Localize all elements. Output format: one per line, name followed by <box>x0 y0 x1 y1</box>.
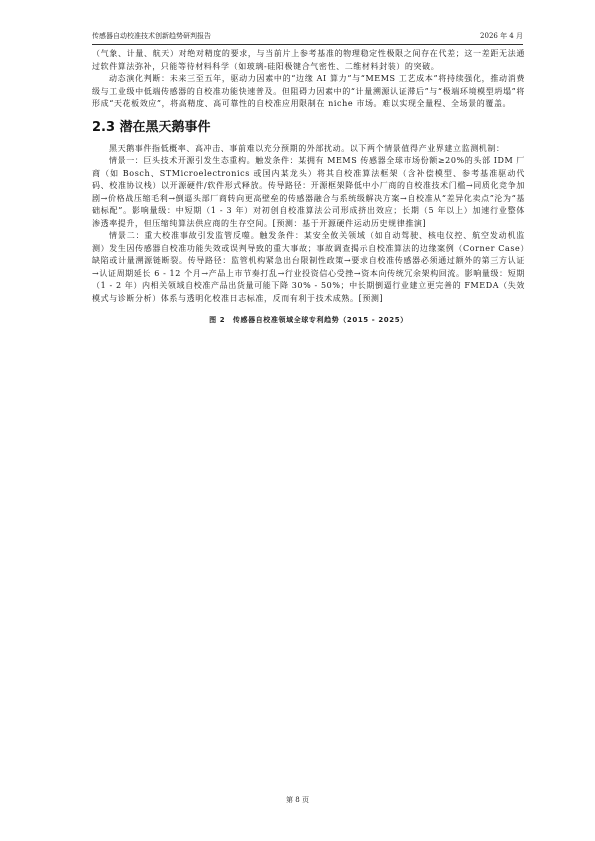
paragraph-scenario-one: 情景一：巨头技术开源引发生态重构。触发条件：某拥有 MEMS 传感器全球市场份额≥20%的头部 IDM 厂商（如 Bosch、STMicroelectronics 或国内某龙头）将其自校准算法框架（含补偿模型、参考基准驱动代码、校准协议栈）以开源硬件/软件形式释放。传导路径：开源框架降低中小厂商的自校准技术门槛→同质化竞争加剧→价格战压缩毛利→倒逼头部厂商转向更高壁垒的传感器融合与系统级解决方案→自校准从“差异化卖点”沦为“基础标配”。影响量级：中短期（1 - 3 年）对初创自校准算法公司形成挤出效应；长期（5 年以上）加速行业整体渗透率提升，但压缩纯算法供应商的生存空间。[预测：基于开源硬件运动历史规律推演] <box>92 156 525 228</box>
header-date: 2026 年 4 月 <box>480 32 523 40</box>
page-header <box>92 27 523 45</box>
page-number: 第 8 页 <box>286 796 309 804</box>
section-heading: 2.3 潜在黑天鹅事件 <box>92 119 211 135</box>
page-body <box>92 48 525 325</box>
paragraph-scenario-two: 情景二：重大校准事故引发监管反噬。触发条件：某安全攸关领域（如自动驾驶、核电仪控、航空发动机监测）发生因传感器自校准功能失效或误判导致的重大事故；事故调查揭示自校准算法的边缘案例（Corner Case）缺陷或计量溯源链断裂。传导路径：监管机构紧急出台限制性政策→要求自校准传感器必须通过额外的第三方认证→认证周期延长 6 - 12 个月→产品上市节奏打乱→行业投资信心受挫→资本向传统冗余架构回流。影响量级：短期（1 - 2 年）内相关领域自校准产品出货量可能下降 30% - 50%；中长期倒逼行业建立更完善的 FMEDA（失效模式与诊断分析）体系与透明化校准日志标准，反而有利于技术成熟。[预测] <box>92 231 525 303</box>
header-title: 传感器自动校准技术创新趋势研判报告 <box>92 32 211 40</box>
figure-caption: 图 2 传感器自校准领域全球专利趋势（2015 - 2025） <box>209 316 408 324</box>
paragraph-dynamic-evolution: 动态演化判断：未来三至五年，驱动力因素中的“边缘 AI 算力”与“MEMS 工艺成本”将持续强化，推动消费级与工业级中低端传感器的自校准功能快速普及。但阻碍力因素中的“计量溯源认证滞后”与“极端环境模型坍塌”将形成“天花板效应”，将高精度、高可靠性的自校准应用限制在 niche 市场。难以实现全量程、全场景的覆盖。 <box>92 74 525 108</box>
paragraph-intro-continuation: （气象、计量、航天）对绝对精度的要求，与当前片上参考基准的物理稳定性极限之间存在代差；这一差距无法通过软件算法弥补，只能等待材料科学（如玻璃-硅阳极键合气密性、二维材料封装）的突破。 <box>92 49 525 71</box>
paragraph-black-swan-intro: 黑天鹅事件指低概率、高冲击、事前难以充分预期的外部扰动。以下两个情景值得产业界建立监测机制： <box>109 143 505 153</box>
